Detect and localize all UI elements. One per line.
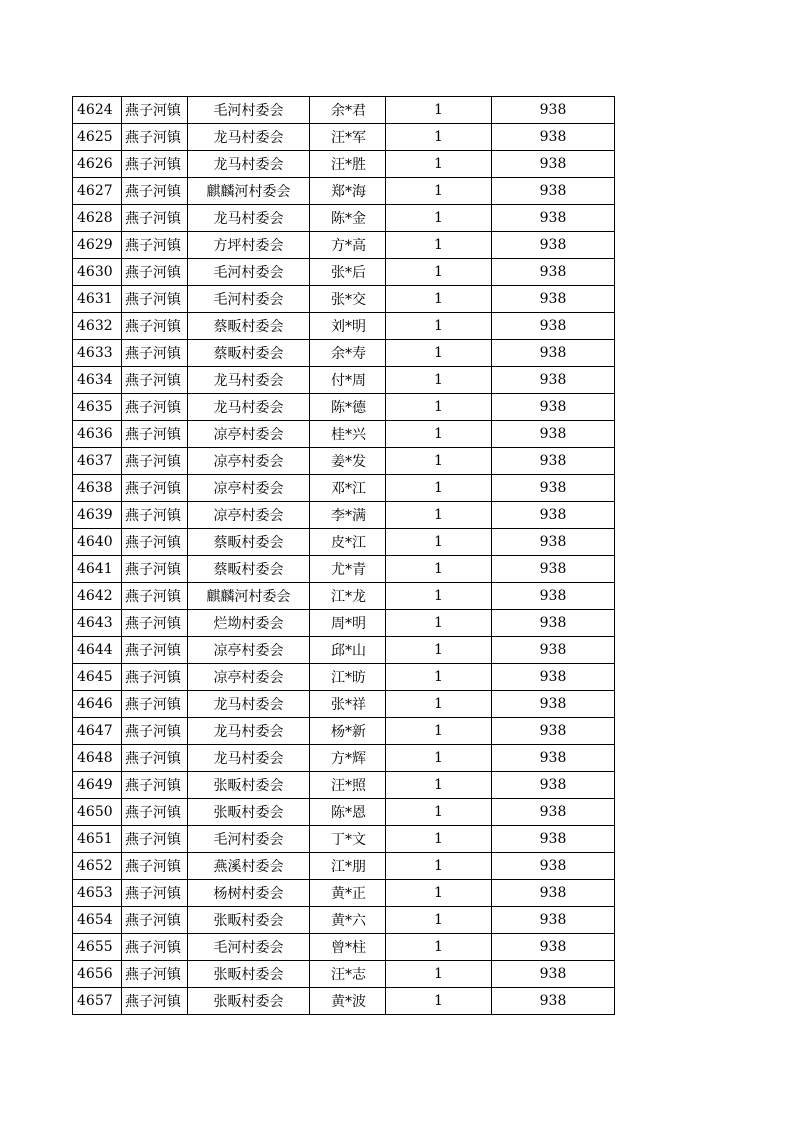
record-table-body xyxy=(73,97,615,1015)
village-committee-cell: 凉亭村委会 xyxy=(188,664,310,691)
village-committee-cell: 凉亭村委会 xyxy=(188,448,310,475)
row-number-cell: 4631 xyxy=(73,286,122,313)
table-row xyxy=(73,259,615,286)
town-cell: 燕子河镇 xyxy=(122,556,188,583)
row-number-cell: 4629 xyxy=(73,232,122,259)
count-cell: 1 xyxy=(386,880,492,907)
town-cell: 燕子河镇 xyxy=(122,259,188,286)
table-row xyxy=(73,853,615,880)
town-cell: 燕子河镇 xyxy=(122,664,188,691)
count-cell: 1 xyxy=(386,151,492,178)
amount-cell: 938 xyxy=(492,664,615,691)
person-name-cell: 曾*柱 xyxy=(310,934,386,961)
town-cell: 燕子河镇 xyxy=(122,691,188,718)
count-cell: 1 xyxy=(386,394,492,421)
table-row xyxy=(73,448,615,475)
person-name-cell: 黄*正 xyxy=(310,880,386,907)
count-cell: 1 xyxy=(386,205,492,232)
table-row xyxy=(73,934,615,961)
amount-cell: 938 xyxy=(492,421,615,448)
village-committee-cell: 杨树村委会 xyxy=(188,880,310,907)
count-cell: 1 xyxy=(386,718,492,745)
person-name-cell: 江*龙 xyxy=(310,583,386,610)
person-name-cell: 丁*文 xyxy=(310,826,386,853)
person-name-cell: 汪*军 xyxy=(310,124,386,151)
count-cell: 1 xyxy=(386,745,492,772)
town-cell: 燕子河镇 xyxy=(122,745,188,772)
village-committee-cell: 龙马村委会 xyxy=(188,124,310,151)
amount-cell: 938 xyxy=(492,556,615,583)
row-number-cell: 4628 xyxy=(73,205,122,232)
town-cell: 燕子河镇 xyxy=(122,502,188,529)
amount-cell: 938 xyxy=(492,961,615,988)
town-cell: 燕子河镇 xyxy=(122,340,188,367)
town-cell: 燕子河镇 xyxy=(122,232,188,259)
amount-cell: 938 xyxy=(492,583,615,610)
village-committee-cell: 蔡畈村委会 xyxy=(188,313,310,340)
amount-cell: 938 xyxy=(492,97,615,124)
table-row xyxy=(73,151,615,178)
village-committee-cell: 张畈村委会 xyxy=(188,961,310,988)
person-name-cell: 余*寿 xyxy=(310,340,386,367)
person-name-cell: 黄*波 xyxy=(310,988,386,1015)
village-committee-cell: 方坪村委会 xyxy=(188,232,310,259)
amount-cell: 938 xyxy=(492,637,615,664)
row-number-cell: 4632 xyxy=(73,313,122,340)
person-name-cell: 陈*金 xyxy=(310,205,386,232)
row-number-cell: 4648 xyxy=(73,745,122,772)
person-name-cell: 张*祥 xyxy=(310,691,386,718)
amount-cell: 938 xyxy=(492,313,615,340)
count-cell: 1 xyxy=(386,610,492,637)
town-cell: 燕子河镇 xyxy=(122,475,188,502)
person-name-cell: 江*昉 xyxy=(310,664,386,691)
count-cell: 1 xyxy=(386,502,492,529)
amount-cell: 938 xyxy=(492,475,615,502)
town-cell: 燕子河镇 xyxy=(122,907,188,934)
village-committee-cell: 龙马村委会 xyxy=(188,367,310,394)
row-number-cell: 4630 xyxy=(73,259,122,286)
town-cell: 燕子河镇 xyxy=(122,718,188,745)
count-cell: 1 xyxy=(386,799,492,826)
amount-cell: 938 xyxy=(492,880,615,907)
amount-cell: 938 xyxy=(492,826,615,853)
count-cell: 1 xyxy=(386,97,492,124)
count-cell: 1 xyxy=(386,691,492,718)
count-cell: 1 xyxy=(386,664,492,691)
town-cell: 燕子河镇 xyxy=(122,880,188,907)
table-row xyxy=(73,799,615,826)
row-number-cell: 4646 xyxy=(73,691,122,718)
count-cell: 1 xyxy=(386,961,492,988)
village-committee-cell: 蔡畈村委会 xyxy=(188,529,310,556)
person-name-cell: 桂*兴 xyxy=(310,421,386,448)
table-row xyxy=(73,718,615,745)
table-row xyxy=(73,637,615,664)
town-cell: 燕子河镇 xyxy=(122,286,188,313)
village-committee-cell: 毛河村委会 xyxy=(188,934,310,961)
town-cell: 燕子河镇 xyxy=(122,421,188,448)
count-cell: 1 xyxy=(386,259,492,286)
village-committee-cell: 燕溪村委会 xyxy=(188,853,310,880)
count-cell: 1 xyxy=(386,421,492,448)
town-cell: 燕子河镇 xyxy=(122,826,188,853)
count-cell: 1 xyxy=(386,637,492,664)
count-cell: 1 xyxy=(386,529,492,556)
count-cell: 1 xyxy=(386,178,492,205)
town-cell: 燕子河镇 xyxy=(122,124,188,151)
amount-cell: 938 xyxy=(492,610,615,637)
record-table xyxy=(72,96,615,1015)
table-row xyxy=(73,97,615,124)
table-row xyxy=(73,961,615,988)
village-committee-cell: 龙马村委会 xyxy=(188,205,310,232)
town-cell: 燕子河镇 xyxy=(122,583,188,610)
person-name-cell: 方*高 xyxy=(310,232,386,259)
town-cell: 燕子河镇 xyxy=(122,637,188,664)
person-name-cell: 姜*发 xyxy=(310,448,386,475)
person-name-cell: 方*辉 xyxy=(310,745,386,772)
table-row xyxy=(73,772,615,799)
table-row xyxy=(73,313,615,340)
count-cell: 1 xyxy=(386,583,492,610)
amount-cell: 938 xyxy=(492,529,615,556)
row-number-cell: 4627 xyxy=(73,178,122,205)
village-committee-cell: 烂坳村委会 xyxy=(188,610,310,637)
person-name-cell: 余*君 xyxy=(310,97,386,124)
row-number-cell: 4635 xyxy=(73,394,122,421)
row-number-cell: 4624 xyxy=(73,97,122,124)
row-number-cell: 4654 xyxy=(73,907,122,934)
table-row xyxy=(73,502,615,529)
village-committee-cell: 龙马村委会 xyxy=(188,394,310,421)
table-row xyxy=(73,583,615,610)
village-committee-cell: 麒麟河村委会 xyxy=(188,583,310,610)
person-name-cell: 黄*六 xyxy=(310,907,386,934)
count-cell: 1 xyxy=(386,448,492,475)
village-committee-cell: 张畈村委会 xyxy=(188,988,310,1015)
row-number-cell: 4636 xyxy=(73,421,122,448)
table-row xyxy=(73,178,615,205)
amount-cell: 938 xyxy=(492,502,615,529)
count-cell: 1 xyxy=(386,907,492,934)
amount-cell: 938 xyxy=(492,934,615,961)
person-name-cell: 付*周 xyxy=(310,367,386,394)
table-row xyxy=(73,610,615,637)
table-row xyxy=(73,205,615,232)
amount-cell: 938 xyxy=(492,718,615,745)
amount-cell: 938 xyxy=(492,205,615,232)
table-row xyxy=(73,232,615,259)
village-committee-cell: 蔡畈村委会 xyxy=(188,340,310,367)
amount-cell: 938 xyxy=(492,151,615,178)
town-cell: 燕子河镇 xyxy=(122,799,188,826)
table-row xyxy=(73,367,615,394)
table-row xyxy=(73,907,615,934)
count-cell: 1 xyxy=(386,556,492,583)
person-name-cell: 邱*山 xyxy=(310,637,386,664)
person-name-cell: 汪*胜 xyxy=(310,151,386,178)
amount-cell: 938 xyxy=(492,772,615,799)
amount-cell: 938 xyxy=(492,124,615,151)
village-committee-cell: 毛河村委会 xyxy=(188,826,310,853)
count-cell: 1 xyxy=(386,313,492,340)
count-cell: 1 xyxy=(386,772,492,799)
row-number-cell: 4641 xyxy=(73,556,122,583)
person-name-cell: 汪*志 xyxy=(310,961,386,988)
table-row xyxy=(73,880,615,907)
row-number-cell: 4645 xyxy=(73,664,122,691)
town-cell: 燕子河镇 xyxy=(122,934,188,961)
row-number-cell: 4649 xyxy=(73,772,122,799)
row-number-cell: 4626 xyxy=(73,151,122,178)
table-row xyxy=(73,421,615,448)
person-name-cell: 郑*海 xyxy=(310,178,386,205)
table-row xyxy=(73,556,615,583)
person-name-cell: 张*后 xyxy=(310,259,386,286)
row-number-cell: 4637 xyxy=(73,448,122,475)
count-cell: 1 xyxy=(386,853,492,880)
village-committee-cell: 龙马村委会 xyxy=(188,718,310,745)
row-number-cell: 4657 xyxy=(73,988,122,1015)
person-name-cell: 张*交 xyxy=(310,286,386,313)
table-row xyxy=(73,529,615,556)
town-cell: 燕子河镇 xyxy=(122,97,188,124)
count-cell: 1 xyxy=(386,988,492,1015)
amount-cell: 938 xyxy=(492,907,615,934)
amount-cell: 938 xyxy=(492,394,615,421)
amount-cell: 938 xyxy=(492,448,615,475)
town-cell: 燕子河镇 xyxy=(122,367,188,394)
amount-cell: 938 xyxy=(492,853,615,880)
village-committee-cell: 麒麟河村委会 xyxy=(188,178,310,205)
person-name-cell: 陈*德 xyxy=(310,394,386,421)
village-committee-cell: 龙马村委会 xyxy=(188,691,310,718)
row-number-cell: 4655 xyxy=(73,934,122,961)
town-cell: 燕子河镇 xyxy=(122,205,188,232)
count-cell: 1 xyxy=(386,475,492,502)
row-number-cell: 4634 xyxy=(73,367,122,394)
person-name-cell: 周*明 xyxy=(310,610,386,637)
town-cell: 燕子河镇 xyxy=(122,610,188,637)
table-row xyxy=(73,340,615,367)
table-row xyxy=(73,286,615,313)
row-number-cell: 4643 xyxy=(73,610,122,637)
table-row xyxy=(73,394,615,421)
town-cell: 燕子河镇 xyxy=(122,772,188,799)
row-number-cell: 4642 xyxy=(73,583,122,610)
table-row xyxy=(73,745,615,772)
village-committee-cell: 凉亭村委会 xyxy=(188,421,310,448)
village-committee-cell: 龙马村委会 xyxy=(188,745,310,772)
person-name-cell: 皮*江 xyxy=(310,529,386,556)
town-cell: 燕子河镇 xyxy=(122,178,188,205)
table-row xyxy=(73,988,615,1015)
count-cell: 1 xyxy=(386,826,492,853)
row-number-cell: 4633 xyxy=(73,340,122,367)
town-cell: 燕子河镇 xyxy=(122,394,188,421)
amount-cell: 938 xyxy=(492,286,615,313)
amount-cell: 938 xyxy=(492,340,615,367)
village-committee-cell: 龙马村委会 xyxy=(188,151,310,178)
person-name-cell: 江*朋 xyxy=(310,853,386,880)
amount-cell: 938 xyxy=(492,799,615,826)
row-number-cell: 4638 xyxy=(73,475,122,502)
row-number-cell: 4653 xyxy=(73,880,122,907)
amount-cell: 938 xyxy=(492,745,615,772)
count-cell: 1 xyxy=(386,934,492,961)
amount-cell: 938 xyxy=(492,232,615,259)
person-name-cell: 杨*新 xyxy=(310,718,386,745)
count-cell: 1 xyxy=(386,286,492,313)
village-committee-cell: 毛河村委会 xyxy=(188,259,310,286)
town-cell: 燕子河镇 xyxy=(122,313,188,340)
row-number-cell: 4651 xyxy=(73,826,122,853)
village-committee-cell: 毛河村委会 xyxy=(188,286,310,313)
amount-cell: 938 xyxy=(492,367,615,394)
village-committee-cell: 毛河村委会 xyxy=(188,97,310,124)
row-number-cell: 4625 xyxy=(73,124,122,151)
town-cell: 燕子河镇 xyxy=(122,151,188,178)
town-cell: 燕子河镇 xyxy=(122,988,188,1015)
table-row xyxy=(73,475,615,502)
village-committee-cell: 张畈村委会 xyxy=(188,907,310,934)
count-cell: 1 xyxy=(386,367,492,394)
person-name-cell: 陈*恩 xyxy=(310,799,386,826)
person-name-cell: 汪*照 xyxy=(310,772,386,799)
count-cell: 1 xyxy=(386,124,492,151)
town-cell: 燕子河镇 xyxy=(122,529,188,556)
table-row xyxy=(73,826,615,853)
row-number-cell: 4644 xyxy=(73,637,122,664)
row-number-cell: 4652 xyxy=(73,853,122,880)
count-cell: 1 xyxy=(386,232,492,259)
row-number-cell: 4639 xyxy=(73,502,122,529)
person-name-cell: 刘*明 xyxy=(310,313,386,340)
row-number-cell: 4656 xyxy=(73,961,122,988)
village-committee-cell: 张畈村委会 xyxy=(188,799,310,826)
village-committee-cell: 凉亭村委会 xyxy=(188,475,310,502)
amount-cell: 938 xyxy=(492,691,615,718)
table-row xyxy=(73,124,615,151)
row-number-cell: 4647 xyxy=(73,718,122,745)
table-row xyxy=(73,664,615,691)
count-cell: 1 xyxy=(386,340,492,367)
person-name-cell: 尤*青 xyxy=(310,556,386,583)
row-number-cell: 4640 xyxy=(73,529,122,556)
amount-cell: 938 xyxy=(492,988,615,1015)
village-committee-cell: 蔡畈村委会 xyxy=(188,556,310,583)
row-number-cell: 4650 xyxy=(73,799,122,826)
table-row xyxy=(73,691,615,718)
amount-cell: 938 xyxy=(492,259,615,286)
village-committee-cell: 凉亭村委会 xyxy=(188,637,310,664)
town-cell: 燕子河镇 xyxy=(122,961,188,988)
village-committee-cell: 凉亭村委会 xyxy=(188,502,310,529)
town-cell: 燕子河镇 xyxy=(122,448,188,475)
person-name-cell: 邓*江 xyxy=(310,475,386,502)
village-committee-cell: 张畈村委会 xyxy=(188,772,310,799)
person-name-cell: 李*满 xyxy=(310,502,386,529)
amount-cell: 938 xyxy=(492,178,615,205)
town-cell: 燕子河镇 xyxy=(122,853,188,880)
